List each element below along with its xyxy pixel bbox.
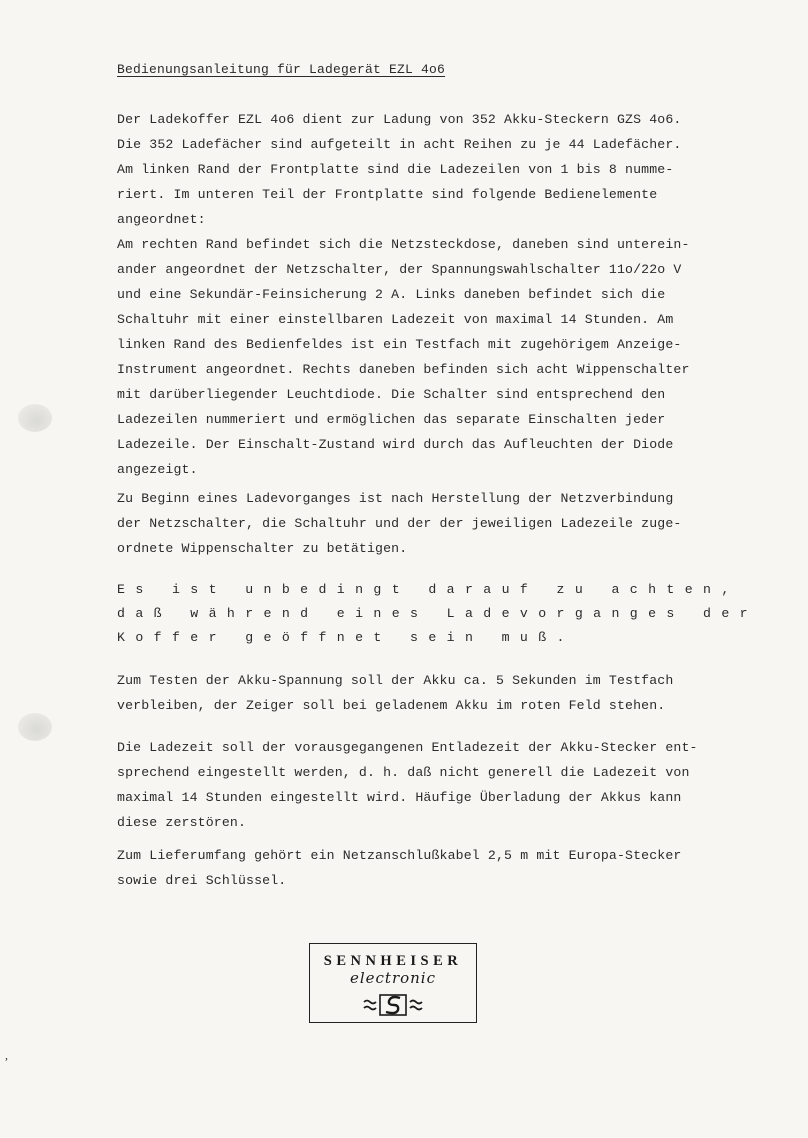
text-line: Zum Lieferumfang gehört ein Netzanschlußkabel 2,5 m mit Europa-Stecker <box>117 848 682 863</box>
text-line: Zum Testen der Akku-Spannung soll der Akku ca. 5 Sekunden im Testfach <box>117 673 674 688</box>
text-line: Zu Beginn eines Ladevorganges ist nach Herstellung der Netzverbindung <box>117 491 674 506</box>
punch-hole <box>18 713 52 741</box>
text-line: Schaltuhr mit einer einstellbaren Ladezeit von maximal 14 Stunden. Am <box>117 312 674 327</box>
margin-mark: , <box>5 1048 8 1062</box>
text-line: Ladezeile. Der Einschalt-Zustand wird durch das Aufleuchten der Diode <box>117 437 674 452</box>
text-line: sowie drei Schlüssel. <box>117 873 287 888</box>
text-line: Instrument angeordnet. Rechts daneben befinden sich acht Wippenschalter <box>117 362 690 377</box>
text-line: mit darüberliegender Leuchtdiode. Die Schalter sind entsprechend den <box>117 387 666 402</box>
text-line: Am rechten Rand befindet sich die Netzsteckdose, daneben sind unterein- <box>117 237 690 252</box>
text-line: ander angeordnet der Netzschalter, der Spannungswahlschalter 11o/22o V <box>117 262 682 277</box>
document-title: Bedienungsanleitung für Ladegerät EZL 4o6 <box>117 62 446 77</box>
logo-brand: SENNHEISER <box>323 953 463 969</box>
punch-hole <box>18 404 52 432</box>
text-line: angezeigt. <box>117 462 198 477</box>
text-line: verbleiben, der Zeiger soll bei geladenem Akku im roten Feld stehen. <box>117 698 666 713</box>
text-line: ordnete Wippenschalter zu betätigen. <box>117 541 408 556</box>
text-line: linken Rand des Bedienfeldes ist ein Testfach mit zugehörigem Anzeige- <box>117 337 682 352</box>
text-line: Am linken Rand der Frontplatte sind die Ladezeilen von 1 bis 8 numme- <box>117 162 674 177</box>
text-line: und eine Sekundär-Feinsicherung 2 A. Links daneben befindet sich die <box>117 287 666 302</box>
sennheiser-logo <box>309 943 477 1023</box>
warning-line: daß während eines Ladevorganges der <box>117 606 758 621</box>
text-line: maximal 14 Stunden eingestellt wird. Häufige Überladung der Akkus kann <box>117 790 682 805</box>
text-line: der Netzschalter, die Schaltuhr und der der jeweiligen Ladezeile zuge- <box>117 516 682 531</box>
sennheiser-wave-s-icon <box>362 993 426 1017</box>
text-line: Die 352 Ladefächer sind aufgeteilt in acht Reihen zu je 44 Ladefächer. <box>117 137 682 152</box>
text-line: Ladezeilen nummeriert und ermöglichen das separate Einschalten jeder <box>117 412 666 427</box>
logo-subtitle: electronic <box>349 969 437 987</box>
warning-line: Es ist unbedingt darauf zu achten, <box>117 582 740 597</box>
text-line: riert. Im unteren Teil der Frontplatte sind folgende Bedienelemente <box>117 187 658 202</box>
text-line: Der Ladekoffer EZL 4o6 dient zur Ladung von 352 Akku-Steckern GZS 4o6. <box>117 112 682 127</box>
warning-line: Koffer geöffnet sein muß. <box>117 630 575 645</box>
text-line: angeordnet: <box>117 212 206 227</box>
text-line: sprechend eingestellt werden, d. h. daß nicht generell die Ladezeit von <box>117 765 690 780</box>
text-line: Die Ladezeit soll der vorausgegangenen Entladezeit der Akku-Stecker ent- <box>117 740 698 755</box>
text-line: diese zerstören. <box>117 815 247 830</box>
